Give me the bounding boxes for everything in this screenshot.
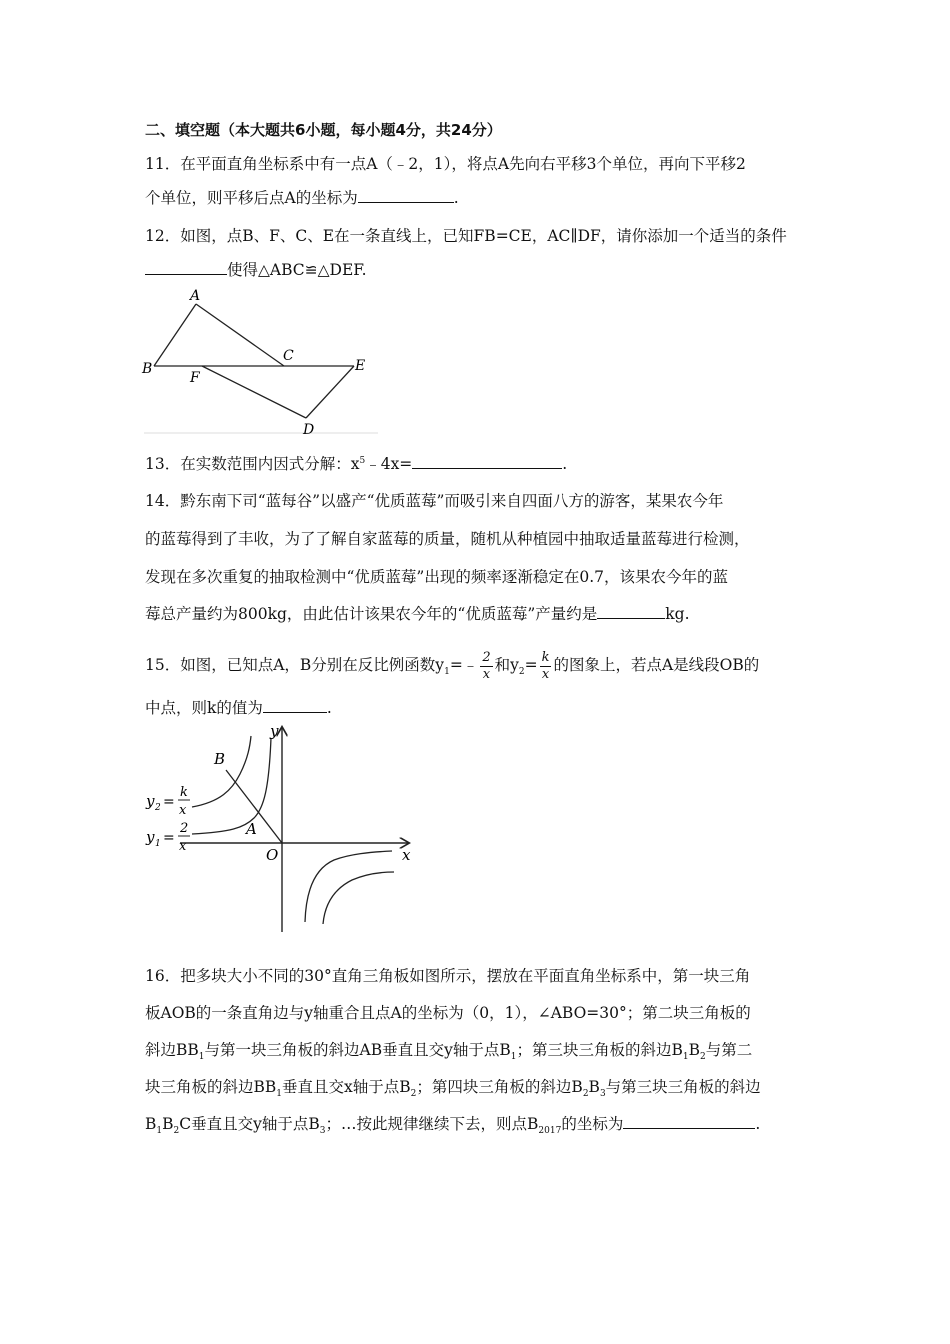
label-y1-den: x [179,839,187,854]
label-y2-num: k [180,785,188,800]
q13-exponent: 5 [359,455,366,466]
q11-text: 个单位，则平移后点A的坐标为 [145,189,358,207]
label-y2-sub: 2 [155,803,161,813]
label-O: O [266,846,279,864]
label-y2-eq: = [163,794,175,810]
q15-text-e: = [524,656,538,674]
label-x: x [402,846,411,864]
q16-l5s1: 1 [156,1126,163,1137]
q13-text-b: ﹣4x= [365,455,413,473]
q16-l4d: B [588,1078,600,1096]
label-y1: y [146,828,155,846]
q14-answer-blank[interactable] [597,604,665,619]
q15-sub2: 2 [518,667,525,678]
label-B: B [142,361,153,377]
q14-line1: 14．黔东南下司“蓝每谷”以盛产“优质蓝莓”而吸引来自四面八方的游客，某果农今年 [145,492,724,510]
q15-text-2: 中点，则k的值为 [145,699,263,717]
q16-line4 [145,1077,761,1100]
q15-line1 [145,645,759,685]
q12-figure [138,284,378,436]
label-E: E [355,358,366,374]
q13-period: . [562,455,568,473]
q16-answer-blank[interactable] [623,1114,755,1129]
label-C: C [283,348,294,364]
q14-text: 莓总产量约为800kg，由此估计该果农今年的“优质蓝莓”产量约是 [145,605,598,623]
label-y1-sub: 1 [155,839,161,849]
q15-frac1-num: 2 [482,649,491,665]
q16-l3s4: 2 [700,1052,706,1063]
q13-text-a: 13．在实数范围内因式分解：x [145,455,360,473]
q13-answer-blank[interactable] [412,454,562,469]
q16-l5s4: 2017 [538,1126,562,1137]
label-y2: y [146,792,155,810]
q16-period: . [755,1115,761,1133]
q15-text-b: =﹣ [449,656,479,674]
label-A: A [190,288,201,304]
q16-l3d: B [688,1041,701,1059]
q15-period: . [326,699,332,717]
q15-sub1: 1 [444,667,450,678]
q16-l5b: B [162,1115,174,1133]
q16-l5a: B [145,1115,157,1133]
q15-frac2 [540,650,552,683]
q16-line3 [145,1040,753,1063]
q12-text: 使得△ABC≌△DEF. [227,261,367,279]
q16-l4s2: 2 [410,1089,417,1100]
q16-l5c: C垂直且交y轴于点B [179,1115,320,1133]
label-D: D [303,422,315,436]
q16-l4s3: 2 [582,1089,589,1100]
q11-line1: 11．在平面直角坐标系中有一点A（﹣2，1），将点A先向右平移3个单位，再向下平移2 [145,155,746,173]
q14-unit: kg. [665,605,690,623]
q15-text-a: 15．如图，已知点A，B分别在反比例函数y [145,656,445,674]
q16-l4a: 块三角板的斜边BB [145,1078,277,1096]
q16-line2: 板AOB的一条直角边与y轴重合且点A的坐标为（0，1），∠ABO=30°；第二块三角板的 [145,1004,751,1022]
q15-text-f: 的图象上，若点A是线段OB的 [553,656,760,674]
q16-l5s3: 3 [319,1126,326,1137]
q16-l4b: 垂直且交x轴于点B [282,1078,411,1096]
q11-answer-blank[interactable] [358,188,454,203]
q16-l4c: ；第四块三角板的斜边B [416,1078,583,1096]
q16-line1: 16．把多块大小不同的30°直角三角板如图所示，摆放在平面直角坐标系中，第一块三角 [145,967,751,985]
q16-l3e: 与第二 [705,1041,753,1059]
q14-line2: 的蓝莓得到了丰收，为了了解自家蓝莓的质量，随机从种植园中抽取适量蓝莓进行检测， [145,530,750,548]
q12-line2 [145,260,367,280]
section-title: 二、填空题（本大题共6小题，每小题4分，共24分） [145,121,502,139]
q15-answer-blank[interactable] [263,698,327,713]
q14-line4 [145,604,690,624]
label-A: A [246,820,257,838]
q16-l3s1: 1 [198,1052,205,1063]
label-B: B [214,750,226,768]
q15-frac1 [480,650,492,683]
q12-line1: 12．如图，点B、F、C、E在一条直线上，已知FB=CE，AC∥DF，请你添加一个适当的条件 [145,227,787,245]
q14-line3: 发现在多次重复的抽取检测中“优质蓝莓”出现的频率逐渐稳定在0.7，该果农今年的蓝 [145,568,729,586]
q16-line5 [145,1114,761,1137]
q16-l4s1: 1 [276,1089,283,1100]
label-y1-num: 2 [180,821,189,836]
q16-l3a: 斜边BB [145,1041,199,1059]
q16-l3s3: 1 [682,1052,689,1063]
q16-l3s2: 1 [510,1052,517,1063]
q11-line2 [145,188,459,208]
q16-l3c: ；第三块三角板的斜边B [516,1041,683,1059]
q16-l5d: ；…按此规律继续下去，则点B [325,1115,539,1133]
q16-l3b: 与第一块三角板的斜边AB垂直且交y轴于点B [204,1041,511,1059]
q12-answer-blank[interactable] [145,260,227,275]
q16-l5e: 的坐标为 [561,1115,624,1133]
label-F: F [190,370,200,386]
label-y: y [270,722,279,740]
q15-line2 [145,698,332,718]
q11-period: . [453,189,459,207]
label-y2-den: x [179,803,187,818]
q15-text-c: 和y [494,656,519,674]
q16-l4e: 与第三块三角板的斜边 [605,1078,761,1096]
q15-frac2-num: k [541,649,550,665]
label-y1-eq: = [163,830,175,846]
q15-figure [140,718,420,938]
q16-l4s4: 3 [599,1089,606,1100]
q15-frac1-den: x [482,666,491,682]
q16-l5s2: 2 [173,1126,180,1137]
q13-line [145,454,567,474]
q15-frac2-den: x [541,666,550,682]
